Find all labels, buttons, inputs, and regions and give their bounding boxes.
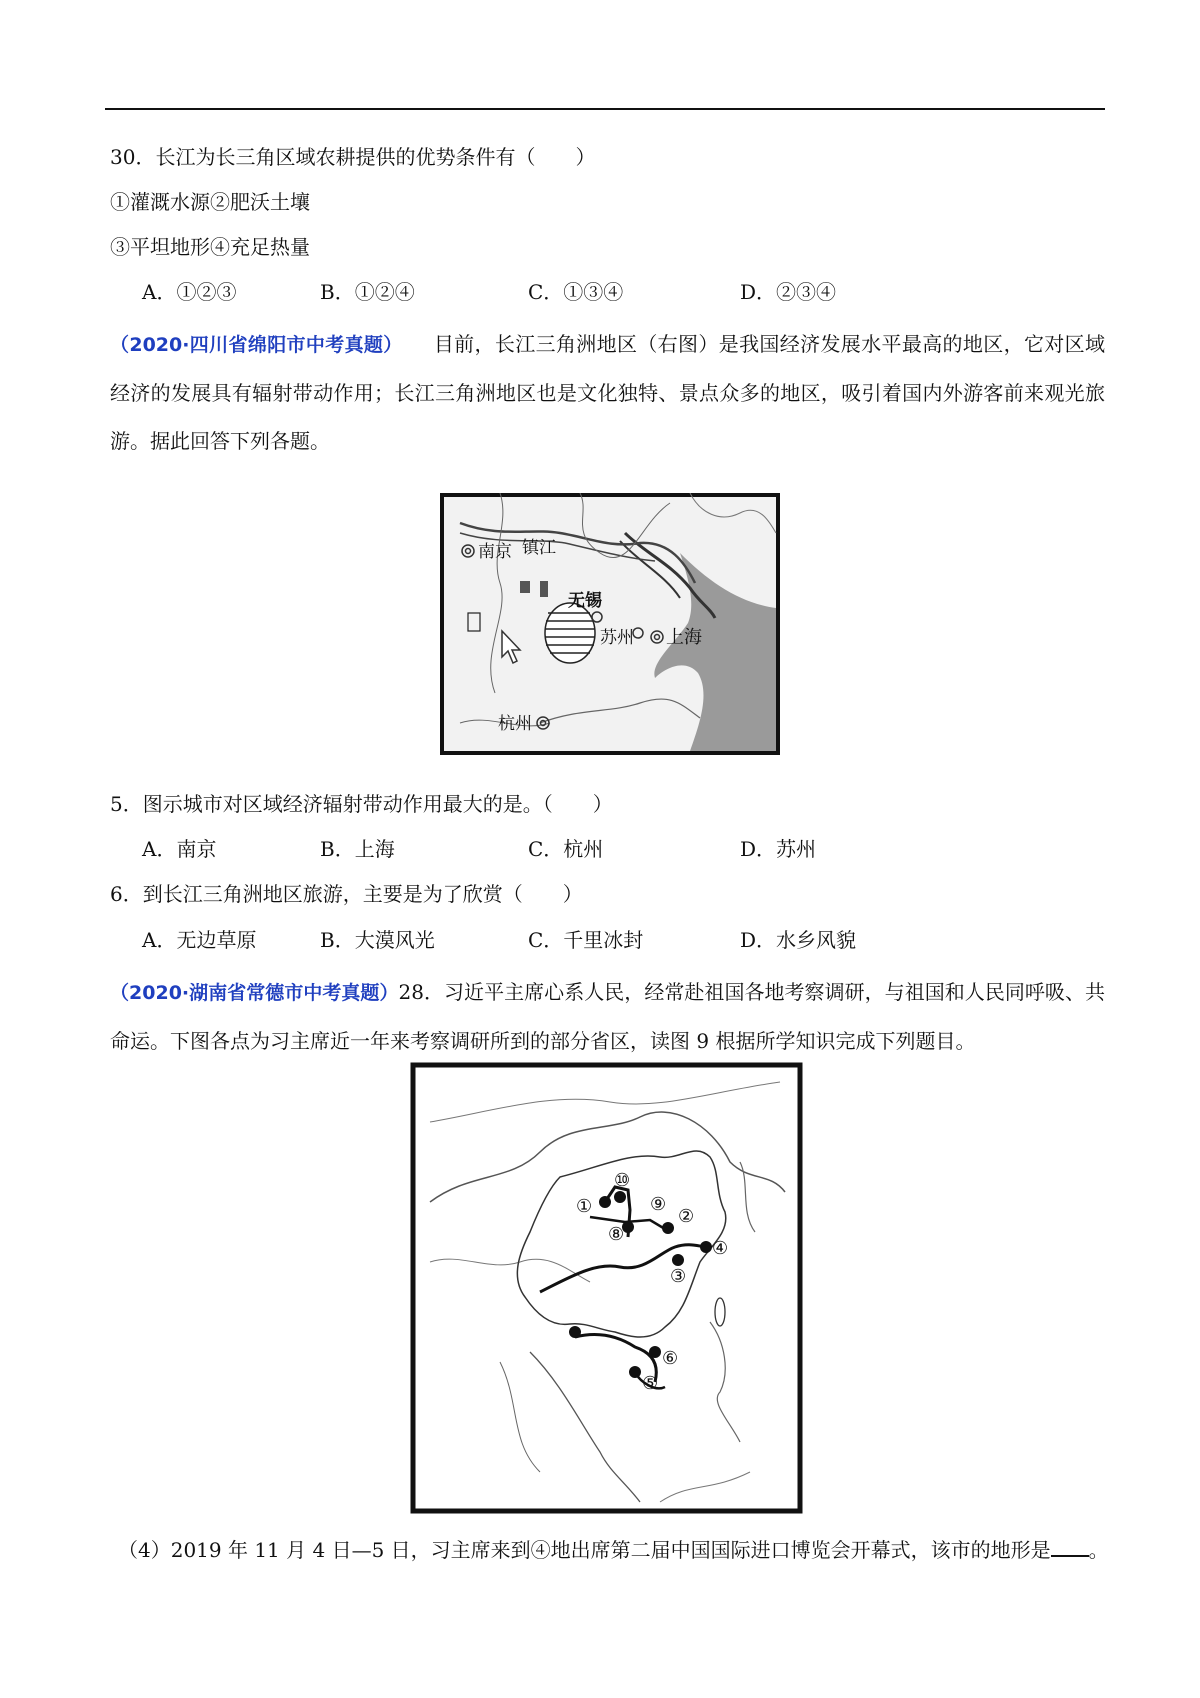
point-label-9: ⑨ xyxy=(650,1194,667,1215)
label-wuxi: 无锡 xyxy=(568,591,602,611)
point-label-6: ⑥ xyxy=(662,1348,679,1369)
point-label-3: ③ xyxy=(670,1266,687,1287)
intro1-source: （2020·四川省绵阳市中考真题） xyxy=(110,334,394,356)
q6-option-c: C．千里冰封 xyxy=(528,928,644,952)
label-hangzhou: 杭州 xyxy=(498,714,532,734)
intro2-text: 28．习近平主席心系人民，经常赴祖国各地考察调研，与祖国和人民同呼吸、共命运。下图各点为习主席近一年来考察调研所到的部分省区，读图 9 根据所学知识完成下列题目。 xyxy=(110,980,1105,1053)
intro1-text: 目前，长江三角洲地区（右图）是我国经济发展水平最高的地区，它对区域经济的发展具有辐射带动作用；长江三角洲地区也是文化独特、景点众多的地区，吸引着国内外游客前来观光旅游。据此回答下列各题。 xyxy=(110,332,1105,453)
label-nanjing: 南京 xyxy=(478,542,512,562)
q4-stem: （4）2019 年 11 月 4 日—5 日，习主席来到④地出席第二届中国国际进口博览会开幕式，该市的地形是 xyxy=(118,1538,1051,1562)
q5-option-d: D．苏州 xyxy=(740,837,817,861)
china-inspection-map xyxy=(410,1062,803,1514)
q30-option-d: D．②③④ xyxy=(740,280,837,304)
q6-stem: 6．到长江三角洲地区旅游，主要是为了欣赏（ ） xyxy=(110,882,583,906)
point-label-1: ① xyxy=(576,1196,593,1217)
q30-items-1: ①灌溉水源②肥沃土壤 xyxy=(110,190,310,214)
point-label-5: ⑤ xyxy=(642,1373,659,1394)
label-zhenjiang: 镇江 xyxy=(522,538,556,558)
q30-option-a: A．①②③ xyxy=(142,280,237,304)
intro2-paragraph xyxy=(110,968,1105,1065)
q30-items-2: ③平坦地形④充足热量 xyxy=(110,235,310,259)
label-suzhou: 苏州 xyxy=(600,628,634,648)
q5-option-b: B．上海 xyxy=(320,837,395,861)
q30-stem: 30．长江为长三角区域农耕提供的优势条件有（ ） xyxy=(110,145,596,169)
intro1-paragraph xyxy=(110,320,1105,465)
q5-option-a: A．南京 xyxy=(142,837,217,861)
point-label-8: ⑧ xyxy=(608,1224,625,1245)
q6-option-d: D．水乡风貌 xyxy=(740,928,857,952)
q5-stem: 5．图示城市对区域经济辐射带动作用最大的是。（ ） xyxy=(110,792,613,816)
q5-option-c: C．杭州 xyxy=(528,837,604,861)
q4-text xyxy=(118,1535,1109,1564)
q6-option-a: A．无边草原 xyxy=(142,928,257,952)
point-label-2: ② xyxy=(678,1206,695,1227)
answer-blank[interactable] xyxy=(1051,1535,1089,1557)
intro2-source: （2020·湖南省常德市中考真题） xyxy=(110,982,399,1004)
point-label-10: ⑩ xyxy=(614,1170,631,1191)
q6-option-b: B．大漠风光 xyxy=(320,928,435,952)
label-shanghai: 上海 xyxy=(666,627,702,648)
q30-option-c: C．①③④ xyxy=(528,280,624,304)
q30-option-b: B．①②④ xyxy=(320,280,415,304)
point-label-4: ④ xyxy=(712,1238,729,1259)
q4-end: 。 xyxy=(1088,1538,1109,1562)
yangtze-delta-map xyxy=(440,493,780,755)
header-rule xyxy=(105,108,1105,110)
